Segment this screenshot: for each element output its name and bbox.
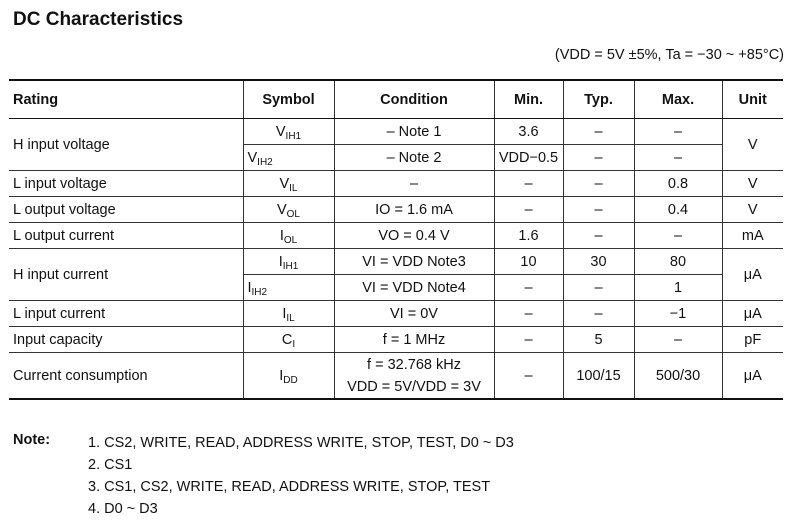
- page-title: DC Characteristics: [13, 9, 184, 30]
- rating-cell: L input current: [9, 301, 243, 327]
- typ-cell: –: [563, 197, 634, 223]
- typ-cell: 100/15: [563, 353, 634, 400]
- condition-cell: IO = 1.6 mA: [334, 197, 494, 223]
- condition-cell: VI = 0V: [334, 301, 494, 327]
- unit-cell: V: [722, 119, 783, 171]
- rating-cell: L output voltage: [9, 197, 243, 223]
- min-cell: 3.6: [494, 119, 563, 145]
- table-row: [9, 249, 783, 275]
- max-cell: 0.8: [634, 171, 722, 197]
- condition-cell: [334, 353, 494, 400]
- condition-cell: –: [334, 171, 494, 197]
- max-cell: –: [634, 327, 722, 353]
- table-header-row: [9, 80, 783, 119]
- header-condition: Condition: [334, 80, 494, 119]
- symbol-cell: $I_{OL}$: [243, 223, 334, 249]
- typ-cell: –: [563, 301, 634, 327]
- header-min: Min.: [494, 80, 563, 119]
- note-item: 2. CS1: [88, 457, 133, 473]
- rating-cell: H input current: [9, 249, 243, 301]
- symbol-cell: $I_{IL}$: [243, 301, 334, 327]
- note-item: 1. CS2, WRITE, READ, ADDRESS WRITE, STOP, TEST, D0 ~ D3: [88, 435, 514, 451]
- table-row: [9, 327, 783, 353]
- typ-cell: –: [563, 145, 634, 171]
- condition-cell: f = 1 MHz: [334, 327, 494, 353]
- max-cell: 0.4: [634, 197, 722, 223]
- table-row: [9, 171, 783, 197]
- header-typ: Typ.: [563, 80, 634, 119]
- min-cell: –: [494, 327, 563, 353]
- notes-list: [88, 432, 608, 520]
- min-cell: –: [494, 353, 563, 400]
- unit-cell: μA: [722, 301, 783, 327]
- table-row: [9, 353, 783, 400]
- header-max: Max.: [634, 80, 722, 119]
- min-cell: –: [494, 171, 563, 197]
- typ-cell: –: [563, 275, 634, 301]
- symbol-cell: $I_{IH2}$: [243, 275, 334, 301]
- symbol-cell: $V_{IH2}$: [243, 145, 334, 171]
- symbol-cell: $I_{DD}$: [243, 353, 334, 400]
- max-cell: –: [634, 145, 722, 171]
- header-unit: Unit: [722, 80, 783, 119]
- unit-cell: V: [722, 171, 783, 197]
- typ-cell: 5: [563, 327, 634, 353]
- min-cell: –: [494, 197, 563, 223]
- table-row: [9, 301, 783, 327]
- rating-cell: L output current: [9, 223, 243, 249]
- max-cell: 1: [634, 275, 722, 301]
- typ-cell: –: [563, 223, 634, 249]
- symbol-cell: $V_{IH1}$: [243, 119, 334, 145]
- symbol-cell: $I_{IH1}$: [243, 249, 334, 275]
- max-cell: 80: [634, 249, 722, 275]
- max-cell: –: [634, 119, 722, 145]
- rating-cell: H input voltage: [9, 119, 243, 171]
- unit-cell: mA: [722, 223, 783, 249]
- table-row: [9, 223, 783, 249]
- typ-cell: –: [563, 171, 634, 197]
- dc-characteristics-table: [9, 79, 783, 400]
- typ-cell: –: [563, 119, 634, 145]
- rating-cell: Current consumption: [9, 353, 243, 400]
- symbol-cell: $V_{OL}$: [243, 197, 334, 223]
- min-cell: –: [494, 275, 563, 301]
- min-cell: 10: [494, 249, 563, 275]
- unit-cell: μA: [722, 249, 783, 301]
- condition-cell: VI = VDD Note3: [334, 249, 494, 275]
- unit-cell: V: [722, 197, 783, 223]
- condition-line: f = 32.768 kHz: [367, 356, 461, 373]
- condition-cell: VI = VDD Note4: [334, 275, 494, 301]
- condition-cell: – Note 1: [334, 119, 494, 145]
- condition-cell: – Note 2: [334, 145, 494, 171]
- table-row: [9, 197, 783, 223]
- max-cell: –: [634, 223, 722, 249]
- typ-cell: 30: [563, 249, 634, 275]
- note-item: 4. D0 ~ D3: [88, 501, 158, 517]
- notes-label: Note:: [13, 432, 51, 448]
- unit-cell: pF: [722, 327, 783, 353]
- condition-cell: VO = 0.4 V: [334, 223, 494, 249]
- symbol-cell: $V_{IL}$: [243, 171, 334, 197]
- header-symbol: Symbol: [243, 80, 334, 119]
- min-cell: 1.6: [494, 223, 563, 249]
- table-row: [9, 119, 783, 145]
- condition-line: VDD = 5V/VDD = 3V: [347, 378, 481, 395]
- unit-cell: μA: [722, 353, 783, 400]
- conditions-note: (VDD = 5V ±5%, Ta = −30 ~ +85°C): [554, 47, 784, 63]
- rating-cell: L input voltage: [9, 171, 243, 197]
- header-rating: Rating: [9, 80, 243, 119]
- symbol-cell: $C_I$: [243, 327, 334, 353]
- max-cell: −1: [634, 301, 722, 327]
- min-cell: –: [494, 301, 563, 327]
- rating-cell: Input capacity: [9, 327, 243, 353]
- min-cell: VDD−0.5: [494, 145, 563, 171]
- note-item: 3. CS1, CS2, WRITE, READ, ADDRESS WRITE, STOP, TEST: [88, 479, 491, 495]
- max-cell: 500/30: [634, 353, 722, 400]
